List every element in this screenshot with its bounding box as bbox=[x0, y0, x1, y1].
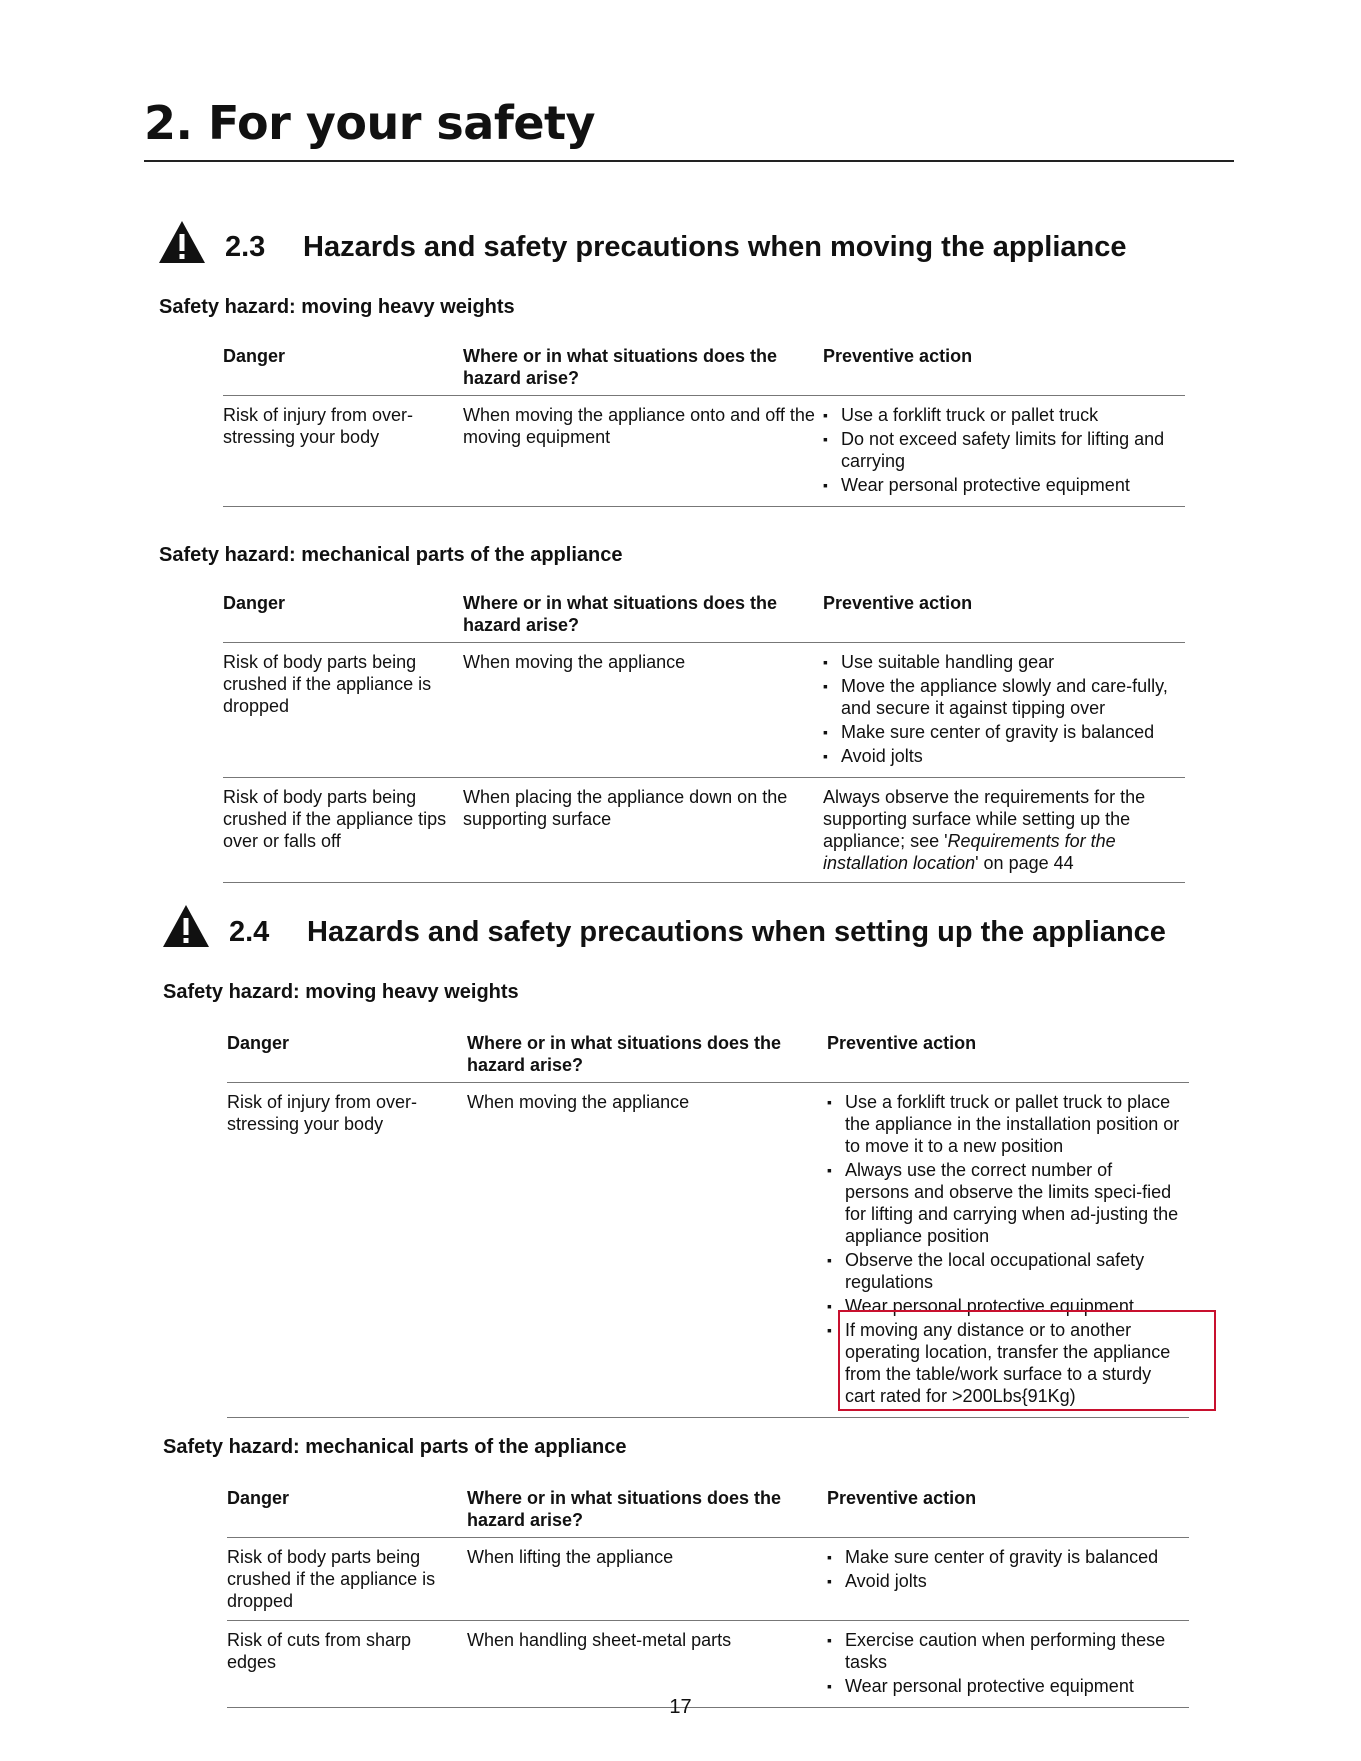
where-cell: When lifting the appliance bbox=[467, 1538, 827, 1621]
section-title: Hazards and safety precautions when moving the appliance bbox=[303, 231, 1127, 263]
action-cell bbox=[827, 1538, 1189, 1621]
header-where: Where or in what situations does the hazard arise? bbox=[463, 345, 823, 396]
action-item: ▪ Exercise caution when performing these tasks bbox=[827, 1629, 1181, 1673]
action-text: Always observe the requirements for the supporting surface while setting up the appliance; see ' bbox=[823, 787, 1146, 851]
warning-triangle-icon bbox=[157, 219, 207, 265]
hazard-title: Safety hazard: moving heavy weights bbox=[159, 296, 515, 318]
danger-cell: Risk of body parts being crushed if the appliance tips over or falls off bbox=[223, 778, 463, 883]
action-item: ▪ Use a forklift truck or pallet truck to place the appliance in the installation position or to move it to a new position bbox=[827, 1091, 1181, 1157]
table-row bbox=[227, 1083, 1189, 1418]
table-row bbox=[223, 643, 1185, 778]
action-item: ▪ Always use the correct number of persons and observe the limits speci-fied for lifting and carrying when ad-justing the appliance position bbox=[827, 1159, 1181, 1247]
header-where: Where or in what situations does the hazard arise? bbox=[463, 592, 823, 643]
header-action: Preventive action bbox=[823, 345, 1185, 396]
action-item: ▪ Avoid jolts bbox=[823, 745, 1177, 767]
hazard-table bbox=[227, 1032, 1189, 1418]
header-danger: Danger bbox=[227, 1487, 467, 1538]
action-cell bbox=[827, 1621, 1189, 1708]
warning-triangle-icon bbox=[161, 903, 211, 949]
page-number: 17 bbox=[669, 1696, 692, 1718]
table-header-row bbox=[223, 592, 1185, 643]
header-danger: Danger bbox=[227, 1032, 467, 1083]
table-row bbox=[227, 1538, 1189, 1621]
action-item: ▪ Move the appliance slowly and care-fully, and secure it against tipping over bbox=[823, 675, 1177, 719]
section-title: Hazards and safety precautions when setting up the appliance bbox=[307, 916, 1166, 948]
table-row bbox=[223, 396, 1185, 507]
action-item: ▪ Do not exceed safety limits for lifting and carrying bbox=[823, 428, 1177, 472]
highlighted-action-item: ▪ If moving any distance or to another operating location, transfer the appliance from the table/work surface to a sturdy cart rated for >200Lbs{91Kg) bbox=[827, 1319, 1181, 1407]
table-row bbox=[223, 778, 1185, 883]
header-where: Where or in what situations does the hazard arise? bbox=[467, 1487, 827, 1538]
where-cell: When moving the appliance bbox=[467, 1083, 827, 1418]
action-item: ▪ Wear personal protective equipment bbox=[823, 474, 1177, 496]
danger-cell: Risk of body parts being crushed if the appliance is dropped bbox=[223, 643, 463, 778]
hazard-table bbox=[223, 345, 1185, 507]
chapter-title: 2. For your safety bbox=[144, 96, 595, 150]
page-reference-link[interactable]: Requirements for the installation location bbox=[823, 831, 1116, 873]
action-cell bbox=[823, 396, 1185, 507]
hazard-title: Safety hazard: moving heavy weights bbox=[163, 981, 519, 1003]
action-item: ▪ Use suitable handling gear bbox=[823, 651, 1177, 673]
table-header-row bbox=[227, 1032, 1189, 1083]
where-cell: When moving the appliance bbox=[463, 643, 823, 778]
header-action: Preventive action bbox=[823, 592, 1185, 643]
header-danger: Danger bbox=[223, 592, 463, 643]
table-row bbox=[227, 1621, 1189, 1708]
header-danger: Danger bbox=[223, 345, 463, 396]
danger-cell: Risk of injury from over-stressing your body bbox=[223, 396, 463, 507]
where-cell: When placing the appliance down on the supporting surface bbox=[463, 778, 823, 883]
action-item: ▪ Avoid jolts bbox=[827, 1570, 1181, 1592]
action-item: ▪ Observe the local occupational safety regulations bbox=[827, 1249, 1181, 1293]
where-cell: When handling sheet-metal parts bbox=[467, 1621, 827, 1708]
danger-cell: Risk of injury from over-stressing your body bbox=[227, 1083, 467, 1418]
section-number: 2.3 bbox=[225, 231, 266, 263]
header-where: Where or in what situations does the hazard arise? bbox=[467, 1032, 827, 1083]
table-header-row bbox=[227, 1487, 1189, 1538]
hazard-table bbox=[223, 592, 1185, 883]
action-item: ▪ Use a forklift truck or pallet truck bbox=[823, 404, 1177, 426]
action-cell bbox=[827, 1083, 1189, 1418]
hazard-title: Safety hazard: mechanical parts of the appliance bbox=[159, 544, 623, 566]
action-item: ▪ Wear personal protective equipment bbox=[827, 1295, 1181, 1317]
danger-cell: Risk of cuts from sharp edges bbox=[227, 1621, 467, 1708]
action-item: ▪ Wear personal protective equipment bbox=[827, 1675, 1181, 1697]
action-text: ' on page 44 bbox=[975, 853, 1074, 873]
hazard-table bbox=[227, 1487, 1189, 1708]
table-header-row bbox=[223, 345, 1185, 396]
header-action: Preventive action bbox=[827, 1032, 1189, 1083]
action-cell bbox=[823, 778, 1185, 883]
action-cell bbox=[823, 643, 1185, 778]
action-item: ▪ Make sure center of gravity is balanced bbox=[823, 721, 1177, 743]
hazard-title: Safety hazard: mechanical parts of the appliance bbox=[163, 1436, 627, 1458]
header-action: Preventive action bbox=[827, 1487, 1189, 1538]
where-cell: When moving the appliance onto and off the moving equipment bbox=[463, 396, 823, 507]
chapter-divider bbox=[144, 160, 1234, 162]
section-number: 2.4 bbox=[229, 916, 270, 948]
danger-cell: Risk of body parts being crushed if the appliance is dropped bbox=[227, 1538, 467, 1621]
action-item: ▪ Make sure center of gravity is balanced bbox=[827, 1546, 1181, 1568]
